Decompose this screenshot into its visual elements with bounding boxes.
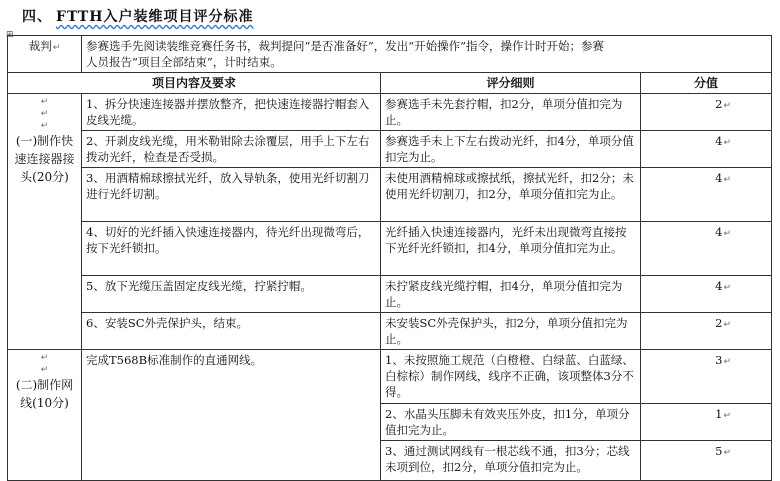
- criteria-cell: [381, 276, 641, 313]
- content-text: 4、切好的光纤插入快速连接器内，待光纤出现微弯后，按下光纤锁扣。: [86, 225, 370, 255]
- criteria-cell: [381, 222, 641, 276]
- table-move-handle-icon[interactable]: ⊞: [6, 30, 14, 40]
- criteria-text: 光纤插入快速连接器内，光纤未出现微弯直接按下光纤光纤锁扣，扣4分，单项分值扣完为止。: [385, 225, 627, 255]
- score-value: 4: [715, 279, 723, 293]
- paragraph-mark-icon: ↵: [40, 121, 49, 131]
- content-cell: [82, 350, 381, 481]
- table-row: [8, 222, 772, 276]
- score-cell: [641, 276, 772, 313]
- criteria-cell: [381, 94, 641, 131]
- criteria-text: 参赛选手未上下左右拨动光纤，扣4分，单项分值扣完为止。: [385, 134, 634, 164]
- table-row: [8, 350, 772, 404]
- section-heading: [22, 6, 254, 28]
- score-value: 5: [715, 444, 723, 458]
- content-cell: [82, 131, 381, 168]
- content-cell: [82, 222, 381, 276]
- paragraph-mark-icon: ↵: [52, 43, 61, 53]
- category-2-title: (二)制作网线(10分): [15, 378, 74, 410]
- table-row: [8, 276, 772, 313]
- paragraph-mark-icon: ↵: [40, 97, 49, 107]
- table-row: [8, 313, 772, 350]
- score-cell: [641, 350, 772, 404]
- content-text: 2、开剥皮线光缆，用米勒钳除去涂覆层，用手上下左右拨动光纤，检查是否受损。: [86, 134, 370, 164]
- criteria-cell: [381, 350, 641, 404]
- score-value: 4: [715, 225, 723, 239]
- criteria-cell: [381, 441, 641, 481]
- header-criteria: 评分细则: [381, 73, 641, 94]
- criteria-text: 未拧紧皮线光缆拧帽，扣4分，单项分值扣完为止。: [385, 279, 623, 309]
- scoring-table: [7, 35, 772, 481]
- paragraph-mark-icon: ↵: [723, 283, 731, 293]
- score-value: 4: [715, 171, 723, 185]
- content-text: 3、用酒精棉球擦拭光纤，放入导轨条，使用光纤切割刀进行光纤切割。: [86, 171, 370, 201]
- referee-label-cell: [8, 36, 82, 73]
- referee-text-line2: 人员报告“项目全部结束”，计时结束。: [86, 55, 282, 69]
- paragraph-mark-icon: ↵: [723, 138, 731, 148]
- content-text: 5、放下光缆压盖固定皮线光缆，拧紧拧帽。: [86, 279, 312, 293]
- criteria-text: 未安装SC外壳保护头，扣2分，单项分值扣完为止。: [385, 316, 628, 346]
- score-cell: [641, 168, 772, 222]
- content-cell: [82, 276, 381, 313]
- paragraph-mark-icon: ↵: [723, 357, 731, 367]
- score-value: 4: [715, 134, 723, 148]
- score-cell: [641, 222, 772, 276]
- paragraph-mark-icon: ↵: [40, 109, 49, 119]
- content-text: 完成T568B标准制作的直通网线。: [86, 353, 263, 367]
- criteria-text: 2、水晶头压脚未有效夹压外皮，扣1分，单项分值扣完为止。: [385, 407, 630, 437]
- criteria-text: 1、未按照施工规范（白橙橙、白绿蓝、白蓝绿、白棕棕）制作网线，线序不正确，该项整体3分不得。: [385, 353, 634, 399]
- score-cell: [641, 441, 772, 481]
- criteria-cell: [381, 404, 641, 441]
- paragraph-mark-icon: ↵: [40, 365, 49, 375]
- criteria-text: 未使用酒精棉球或擦拭纸，擦拭光纤，扣2分；未使用光纤切割刀，扣2分，单项分值扣完为止。: [385, 171, 634, 201]
- content-cell: [82, 94, 381, 131]
- paragraph-mark-icon: ↵: [723, 175, 731, 185]
- paragraph-mark-icon: ↵: [723, 448, 731, 458]
- score-value: 1: [715, 407, 723, 421]
- paragraph-mark-icon: ↵: [723, 320, 731, 330]
- paragraph-mark-icon: ↵: [40, 353, 49, 363]
- score-cell: [641, 131, 772, 168]
- score-value: 3: [715, 353, 723, 367]
- content-cell: [82, 168, 381, 222]
- category-1-title: (一)制作快速连接器接头(20分): [14, 134, 75, 184]
- referee-instructions-cell: [82, 36, 772, 73]
- category-2-cell: [8, 350, 82, 481]
- table-row: [8, 168, 772, 222]
- criteria-cell: [381, 131, 641, 168]
- content-text: 6、安装SC外壳保护头，结束。: [86, 316, 248, 330]
- score-cell: [641, 404, 772, 441]
- paragraph-mark-icon: ↵: [723, 411, 731, 421]
- category-1-cell: [8, 94, 82, 350]
- section-title: FTTH入户装维项目评分标准: [56, 9, 254, 25]
- criteria-text: 参赛选手未先套拧帽，扣2分，单项分值扣完为止。: [385, 97, 623, 127]
- content-cell: [82, 313, 381, 350]
- table-row: [8, 94, 772, 131]
- section-number: 四、: [22, 9, 52, 25]
- table-row: [8, 131, 772, 168]
- criteria-text: 3、通过测试网线有一根芯线不通，扣3分；芯线未项到位，扣2分，单项分值扣完为止。: [385, 444, 630, 474]
- referee-text-line1: 参赛选手先阅读装维竞赛任务书，裁判提问“是否准备好”，发出“开始操作”指令，操作计时开始；参赛: [86, 39, 605, 53]
- referee-label: 裁判: [28, 39, 52, 53]
- score-cell: [641, 313, 772, 350]
- score-value: 2: [715, 316, 723, 330]
- score-cell: [641, 94, 772, 131]
- criteria-cell: [381, 313, 641, 350]
- header-row: [8, 73, 772, 94]
- paragraph-mark-icon: ↵: [723, 101, 731, 111]
- header-content: 项目内容及要求: [8, 73, 381, 94]
- header-score: 分值: [641, 73, 772, 94]
- referee-row: [8, 36, 772, 73]
- criteria-cell: [381, 168, 641, 222]
- content-text: 1、拆分快速连接器并摆放整齐，把快速连接器拧帽套入皮线光缆。: [86, 97, 370, 127]
- paragraph-mark-icon: ↵: [723, 229, 731, 239]
- score-value: 2: [715, 97, 723, 111]
